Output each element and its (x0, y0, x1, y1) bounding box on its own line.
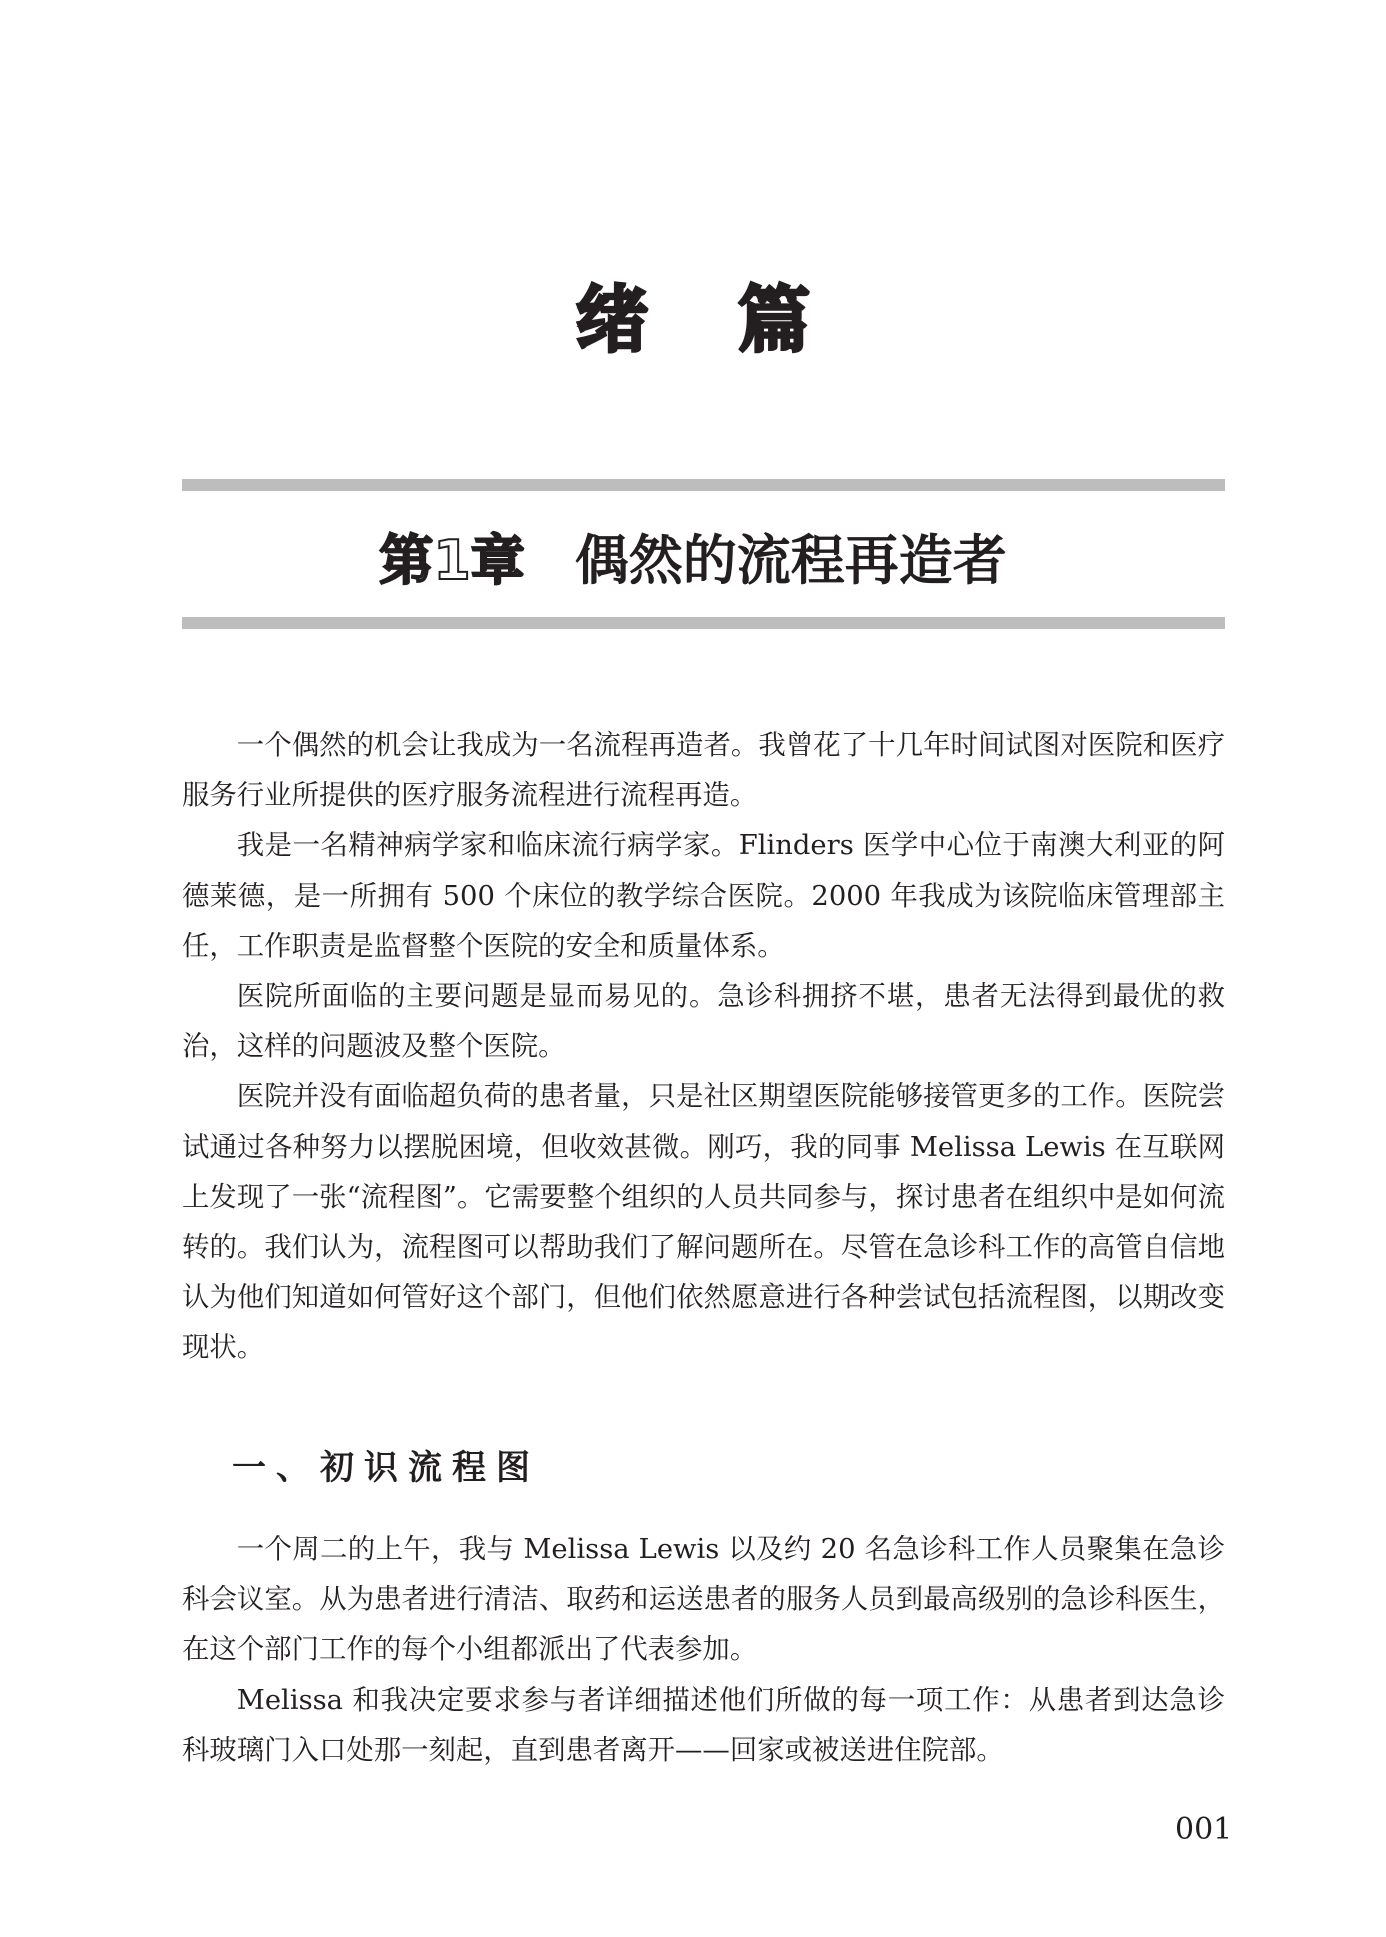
page-number: 001 (1175, 1812, 1233, 1847)
paragraph: 医院并没有面临超负荷的患者量，只是社区期望医院能够接管更多的工作。医院尝试通过各种努力以摆脱困境，但收效甚微。刚巧，我的同事 Melissa Lewis 在互联网上发现了一张“流程图”。它需要整个组织的人员共同参与，探讨患者在组织中是如何流转的。我们认为，流程图可以帮助我们了解问题所在。尽管在急诊科工作的高管自信地认为他们知道如何管好这个部门，但他们依然愿意进行各种尝试包括流程图，以期改变现状。 (182, 1081, 1225, 1364)
chapter-heading (0, 518, 1386, 595)
paragraph: Melissa 和我决定要求参与者详细描述他们所做的每一项工作：从患者到达急诊科玻璃门入口处那一刻起，直到患者离开——回家或被送进住院部。 (182, 1684, 1225, 1766)
paragraph: 医院所面临的主要问题是显而易见的。急诊科拥挤不堪，患者无法得到最优的救治，这样的问题波及整个医院。 (182, 981, 1225, 1063)
chapter-bottom-rule (182, 617, 1225, 629)
section-heading: 一、初识流程图 (232, 1448, 540, 1488)
paragraph: 我是一名精神病学家和临床流行病学家。Flinders 医学中心位于南澳大利亚的阿德莱德，是一所拥有 500 个床位的教学综合医院。2000 年我成为该院临床管理部主任，工作职责是监督整个医院的安全和质量体系。 (182, 830, 1225, 962)
intro-text (182, 721, 1225, 1374)
chapter-number: 第1章 (379, 529, 525, 592)
section-text (182, 1525, 1225, 1776)
paragraph: 一个周二的上午，我与 Melissa Lewis 以及约 20 名急诊科工作人员聚集在急诊科会议室。从为患者进行清洁、取药和运送患者的服务人员到最高级别的急诊科医生，在这个部门工作的每个小组都派出了代表参加。 (182, 1534, 1225, 1666)
chapter-top-rule (182, 479, 1225, 491)
part-title: 绪篇 (575, 278, 900, 362)
paragraph: 一个偶然的机会让我成为一名流程再造者。我曾花了十几年时间试图对医院和医疗服务行业所提供的医疗服务流程进行流程再造。 (182, 730, 1225, 812)
chapter-title: 偶然的流程再造者 (574, 529, 1007, 592)
